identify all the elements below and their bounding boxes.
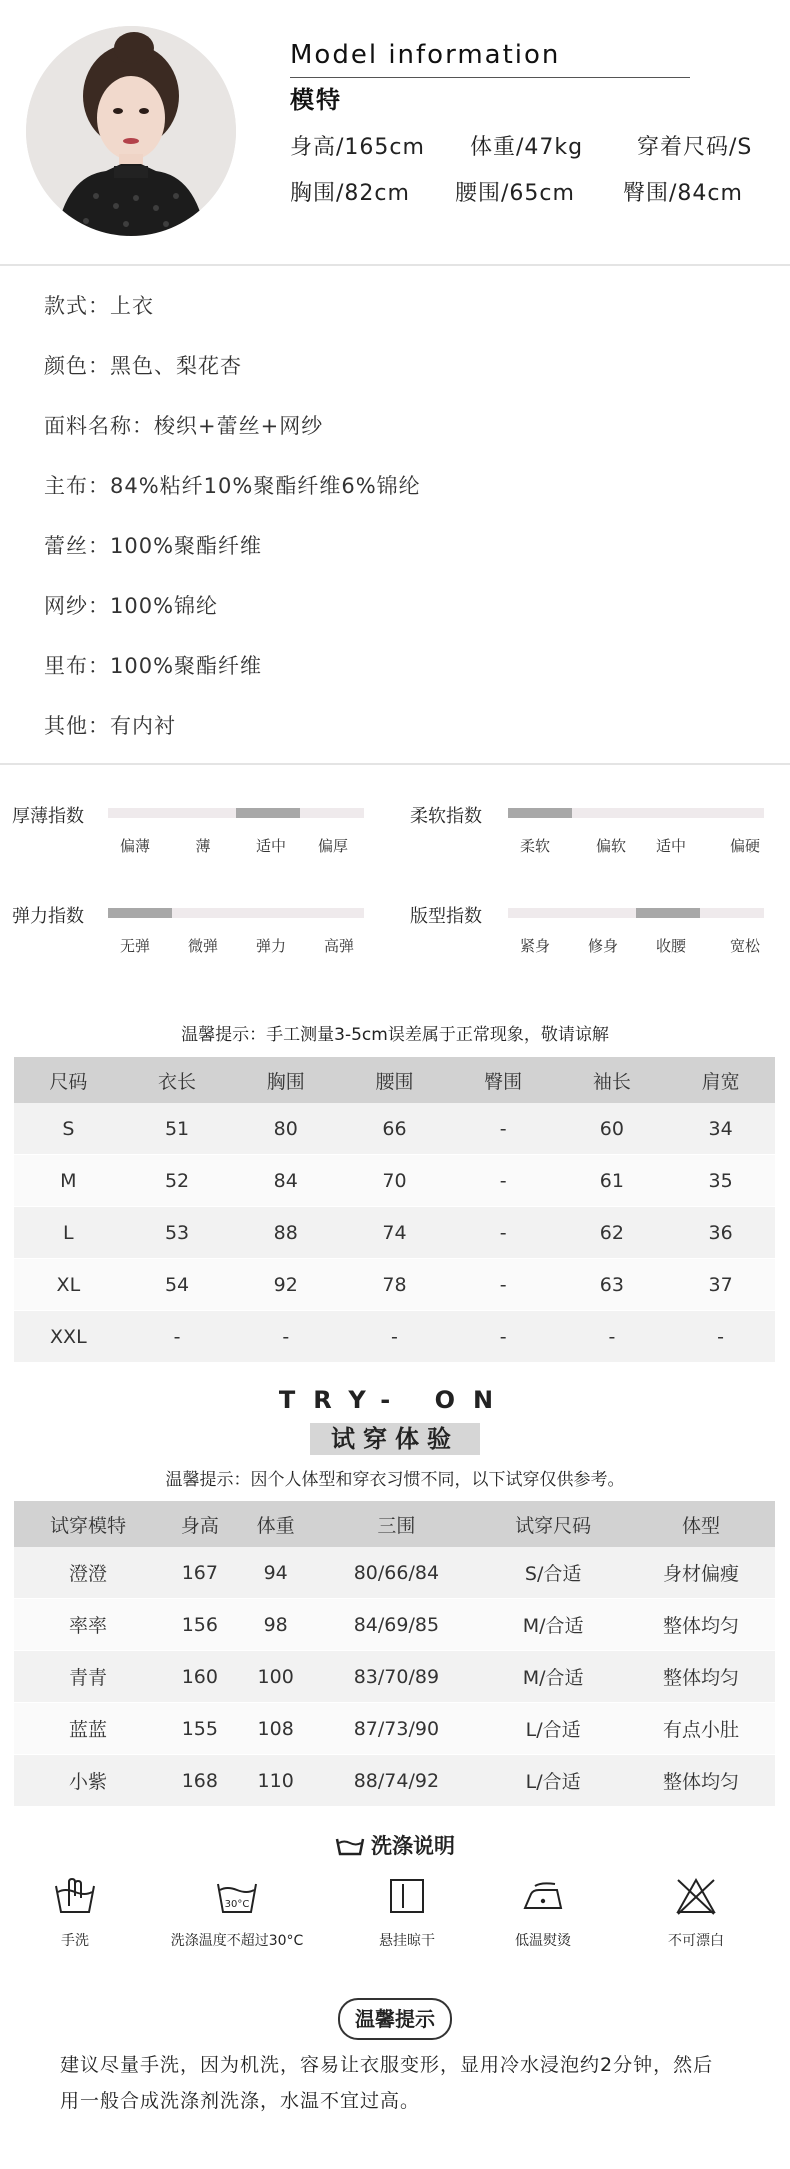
table-cell: 66 [340,1103,449,1155]
table-cell: S/合适 [479,1547,627,1599]
table-cell: 澄澄 [14,1547,162,1599]
table-cell: - [449,1207,558,1259]
table-cell: 60 [558,1103,667,1155]
table-cell: S [14,1103,123,1155]
fit-index-bar [508,908,764,918]
tryon-header-cell: 试穿模特 [14,1501,162,1547]
table-cell: - [666,1311,775,1363]
elasticity-tick: 高弹 [323,937,354,955]
model-height: 身高/165cm [290,135,425,160]
tryon-table [14,1501,775,1807]
tip-text-line: 用一般合成洗涤剂洗涤，水温不宜过高。 [60,2090,421,2112]
table-cell: 167 [162,1547,238,1599]
model-size-worn: 穿着尺码/S [637,135,753,160]
table-cell: 83/70/89 [314,1651,480,1703]
table-row [14,1703,775,1755]
softness-index-bar [508,808,764,818]
attr-lining: 里布：100%聚酯纤维 [44,654,263,678]
attr-lace: 蕾丝：100%聚酯纤维 [44,534,263,558]
table-cell: 整体均匀 [627,1651,775,1703]
table-cell: 61 [558,1155,667,1207]
table-cell: 100 [238,1651,314,1703]
table-cell: 身材偏瘦 [627,1547,775,1599]
fit-tick: 收腰 [655,937,686,955]
table-cell: L/合适 [479,1755,627,1807]
table-cell: M/合适 [479,1599,627,1651]
table-cell: 80/66/84 [314,1547,480,1599]
elasticity-tick: 无弹 [119,937,150,955]
table-cell: M [14,1155,123,1207]
table-cell: XXL [14,1311,123,1363]
softness-index-fill [508,808,572,818]
table-cell: 156 [162,1599,238,1651]
model-photo [26,26,236,236]
table-cell: - [340,1311,449,1363]
table-row [14,1259,775,1311]
table-cell: - [449,1311,558,1363]
table-cell: 110 [238,1755,314,1807]
table-row [14,1103,775,1155]
low-iron-icon [521,1876,565,1916]
table-cell: 34 [666,1103,775,1155]
attr-other: 其他：有内衬 [44,714,176,738]
size-table-note: 温馨提示：手工测量3-5cm误差属于正常现象，敬请谅解 [181,1025,609,1045]
table-cell: 80 [231,1103,340,1155]
table-cell: - [449,1155,558,1207]
table-cell: - [123,1311,232,1363]
table-row [14,1755,775,1807]
tip-text-line: 建议尽量手洗，因为机洗，容易让衣服变形，显用冷水浸泡约2分钟，然后 [60,2054,714,2076]
elasticity-tick: 弹力 [255,937,286,955]
table-cell: 62 [558,1207,667,1259]
wash-item-no-bleach [621,1876,771,1950]
no-bleach-icon [674,1876,718,1916]
table-cell: 54 [123,1259,232,1311]
fit-tick: 紧身 [519,937,550,955]
wash-label: 手洗 [61,1933,89,1949]
model-hip: 臀围/84cm [623,181,743,206]
section-divider [0,763,790,765]
table-cell: 78 [340,1259,449,1311]
size-header-cell: 胸围 [231,1057,340,1103]
model-info-subtitle: 模特 [290,86,342,114]
tryon-header-cell: 三围 [314,1501,480,1547]
size-header-cell: 臀围 [449,1057,558,1103]
elasticity-index-fill [108,908,172,918]
table-cell: 36 [666,1207,775,1259]
attr-color: 颜色：黑色、梨花杏 [44,354,242,378]
model-bust: 胸围/82cm [290,181,410,206]
table-cell: - [558,1311,667,1363]
thickness-tick: 适中 [255,837,286,855]
wash-30-icon [215,1876,259,1916]
elasticity-index-bar [108,908,364,918]
table-cell: 率率 [14,1599,162,1651]
table-cell: 整体均匀 [627,1599,775,1651]
model-weight: 体重/47kg [470,135,584,160]
softness-tick: 偏硬 [729,837,760,855]
attr-mesh: 网纱：100%锦纶 [44,594,219,618]
wash-label: 低温熨烫 [515,1933,571,1949]
table-cell: 70 [340,1155,449,1207]
attr-style: 款式：上衣 [44,294,154,318]
wash-item-30c [162,1876,312,1950]
table-cell: 84/69/85 [314,1599,480,1651]
tryon-title-cn: 试穿体验 [310,1423,480,1455]
size-header-cell: 衣长 [123,1057,232,1103]
table-row [14,1651,775,1703]
table-cell: 92 [231,1259,340,1311]
table-cell: 63 [558,1259,667,1311]
model-info-title: Model information [290,40,561,70]
wash-basin-icon [335,1836,365,1856]
softness-tick: 适中 [655,837,686,855]
size-header-cell: 尺码 [14,1057,123,1103]
wash-item-hand-wash [0,1876,150,1950]
table-cell: 小紫 [14,1755,162,1807]
table-cell: 蓝蓝 [14,1703,162,1755]
table-row [14,1207,775,1259]
table-cell: M/合适 [479,1651,627,1703]
table-cell: XL [14,1259,123,1311]
table-cell: 35 [666,1155,775,1207]
size-header-cell: 肩宽 [666,1057,775,1103]
table-cell: 88 [231,1207,340,1259]
table-cell: 94 [238,1547,314,1599]
thickness-index-fill [236,808,300,818]
wash-item-hang-dry [332,1876,482,1950]
softness-tick: 偏软 [595,837,626,855]
table-row [14,1547,775,1599]
table-row [14,1311,775,1363]
tryon-header-cell: 试穿尺码 [479,1501,627,1547]
wash-title: 洗涤说明 [371,1834,455,1858]
tryon-header-cell: 体型 [627,1501,775,1547]
table-cell: 98 [238,1599,314,1651]
thickness-index-label: 厚薄指数 [12,806,84,827]
table-cell: 53 [123,1207,232,1259]
table-cell: 155 [162,1703,238,1755]
table-cell: L [14,1207,123,1259]
tryon-header-cell: 体重 [238,1501,314,1547]
thickness-tick: 偏薄 [119,837,150,855]
size-header-cell: 腰围 [340,1057,449,1103]
attr-fabric: 面料名称：梭织+蕾丝+网纱 [44,414,324,438]
fit-index-fill [636,908,700,918]
tryon-table-header-row [14,1501,775,1547]
table-cell: 74 [340,1207,449,1259]
table-cell: 51 [123,1103,232,1155]
table-cell: - [449,1259,558,1311]
attr-main-cloth: 主布：84%粘纤10%聚酯纤维6%锦纶 [44,474,421,498]
table-cell: 108 [238,1703,314,1755]
table-cell: L/合适 [479,1703,627,1755]
size-table [14,1057,775,1363]
table-cell: 88/74/92 [314,1755,480,1807]
hand-wash-icon [53,1876,97,1916]
fit-tick: 宽松 [729,937,760,955]
section-divider [0,264,790,266]
size-table-header-row [14,1057,775,1103]
wash-label: 不可漂白 [668,1933,724,1949]
wash-label: 悬挂晾干 [379,1933,435,1949]
table-cell: 整体均匀 [627,1755,775,1807]
thickness-index-bar [108,808,364,818]
model-waist: 腰围/65cm [455,181,575,206]
wash-temp-badge: 30°C [224,1899,250,1910]
table-cell: 160 [162,1651,238,1703]
table-cell: 37 [666,1259,775,1311]
table-cell: 84 [231,1155,340,1207]
table-cell: 87/73/90 [314,1703,480,1755]
tryon-title-en: TRY- ON [278,1386,512,1414]
tip-label: 温馨提示 [338,1998,452,2040]
table-cell: - [231,1311,340,1363]
table-cell: 青青 [14,1651,162,1703]
wash-item-low-iron [468,1876,618,1950]
hang-dry-icon [385,1876,429,1916]
thickness-tick: 偏厚 [317,837,348,855]
model-info-divider [290,77,690,78]
table-cell: 有点小肚 [627,1703,775,1755]
table-cell: 168 [162,1755,238,1807]
tryon-header-cell: 身高 [162,1501,238,1547]
table-row [14,1599,775,1651]
wash-label: 洗涤温度不超过30°C [170,1933,304,1949]
elasticity-tick: 微弹 [187,937,218,955]
table-cell: 52 [123,1155,232,1207]
softness-index-label: 柔软指数 [410,806,482,827]
wash-title-row [0,1830,790,1860]
table-cell: - [449,1103,558,1155]
fit-tick: 修身 [587,937,618,955]
thickness-tick: 薄 [195,837,211,855]
elasticity-index-label: 弹力指数 [12,906,84,927]
table-row [14,1155,775,1207]
size-header-cell: 袖长 [558,1057,667,1103]
fit-index-label: 版型指数 [410,906,482,927]
tryon-note: 温馨提示：因个人体型和穿衣习惯不同，以下试穿仅供参考。 [165,1470,625,1490]
softness-tick: 柔软 [519,837,550,855]
